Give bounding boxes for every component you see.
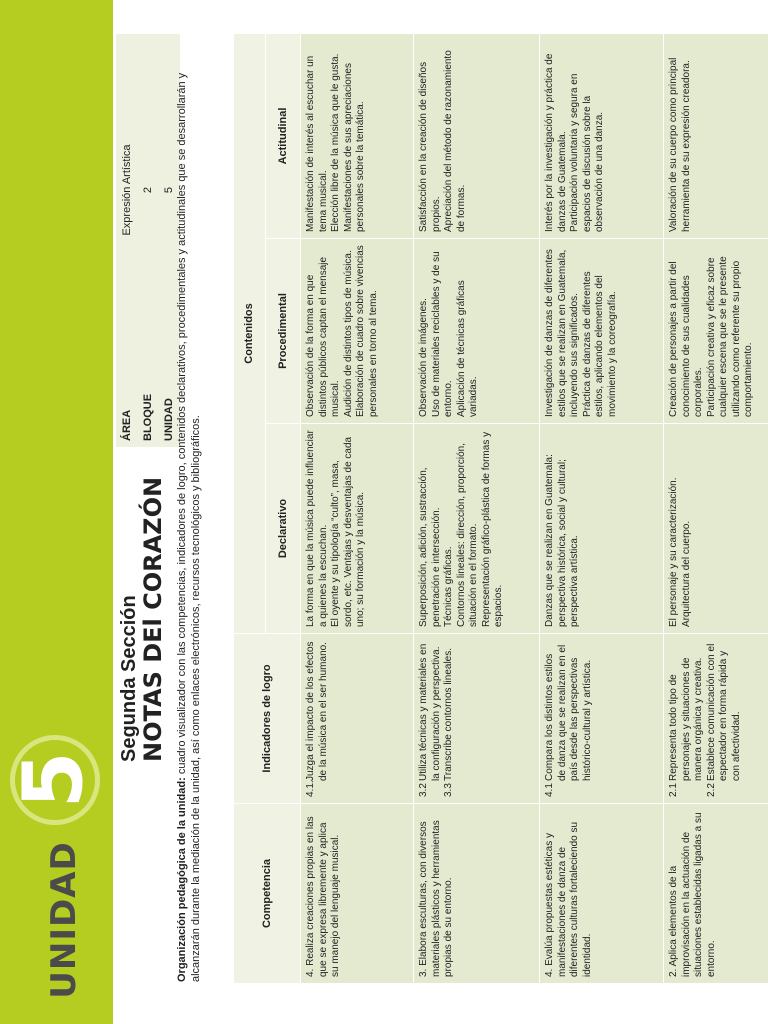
indicator-number: 2.2 bbox=[705, 783, 717, 797]
intro-text: cuadro visualizador con las competencias, indicadores de logro, contenidos declarativos, procedimentales y actitudinales que se desarrollarán y alcanzarán durante la mediación de la unidad, así como enlaces electrónicos, recursos tecnológicos y bibliográficos. bbox=[176, 72, 202, 982]
indicator-text: Compara los distintos estilos de danza que se realizan en el país desde las perspectivas histórico-cultural y artística. bbox=[544, 644, 593, 781]
section-title: NOTAS DEl CORAZÓN bbox=[139, 476, 167, 762]
indicator-item bbox=[443, 640, 456, 797]
competencia-cell: 4. Realiza creaciones propias en las que se expresa libremente y aplica su manejo del lenguaje musical. bbox=[301, 804, 414, 984]
actitudinal-cell: Interés por la investigación y práctica de danzas de Guatemala. Participación voluntaria y segura en espacios de discusión sobre la observación de una danza. bbox=[540, 33, 664, 238]
indicadores-cell bbox=[301, 634, 414, 804]
procedimental-cell: Investigación de danzas de diferentes estilos que se realizan en Guatemala, incluyendo sus significados. Práctica de danzas de diferentes estilos, aplicando elementos del movimiento y la coreografía. bbox=[540, 239, 664, 424]
procedimental-cell: Observación de la forma en que distintos públicos captan el mensaje musical. Audición de distintos tipos de música. Elaboración de cuadro sobre vivencias personales en torno al tema. bbox=[301, 239, 414, 424]
indicator-number: 2.1 bbox=[668, 783, 679, 797]
table-body bbox=[301, 33, 768, 983]
procedimental-cell: Creación de personajes a partir del conocimiento de sus cualidades corporales. Participación creativa y eficaz sobre cualquier escena que se le presente utilizando como referente su propio comportamiento. bbox=[664, 239, 768, 424]
indicator-number: 3.3 bbox=[443, 783, 454, 797]
area-row bbox=[116, 34, 137, 447]
indicator-text: Transcribe contornos lineales. bbox=[443, 647, 454, 781]
indicator-item bbox=[668, 640, 706, 797]
declarativo-cell: Superposición, adición, sustracción, penetración e intersección. Técnicas gráficas. Contornos lineales: dirección, proporción, situación en el formato. Representación gráfico-plástica de formas y espacios. bbox=[414, 424, 540, 634]
header-declarativo: Declarativo bbox=[266, 424, 301, 634]
table-row bbox=[540, 33, 664, 983]
indicadores-cell bbox=[540, 634, 664, 804]
indicator-number: 3.2 bbox=[418, 783, 429, 797]
indicator-text: Utiliza técnicas y materiales en la configuración y perspectiva. bbox=[418, 643, 442, 781]
table-row bbox=[664, 33, 768, 983]
indicator-text: Establece comunicación con el espectador en forma rápida y con afectividad. bbox=[705, 643, 742, 781]
rotated-page-content bbox=[113, 24, 768, 1024]
area-key: ÁREA bbox=[120, 409, 133, 441]
indicator-item bbox=[305, 640, 330, 797]
indicator-item bbox=[418, 640, 443, 797]
block-row bbox=[137, 34, 158, 447]
unit-number: 5 bbox=[7, 751, 102, 809]
header-actitudinal: Actitudinal bbox=[266, 33, 301, 238]
intro-paragraph bbox=[176, 32, 203, 982]
header-competencia: Competencia bbox=[234, 804, 301, 984]
indicator-item bbox=[544, 640, 594, 797]
indicator-number: 4.1 bbox=[544, 783, 555, 797]
unit-number-badge bbox=[7, 735, 102, 825]
unit-value: 5 bbox=[162, 186, 175, 194]
competencia-cell: 2. Aplica elementos de la improvisación en la actuación de situaciones establecidas ligadas a su entorno. bbox=[664, 804, 768, 984]
declarativo-cell: El personaje y su caracterización. Arquitectura del cuerpo. bbox=[664, 424, 768, 634]
header-indicadores: Indicadores de logro bbox=[234, 634, 301, 804]
indicadores-cell bbox=[414, 634, 540, 804]
unit-word: UNIDAD bbox=[44, 841, 84, 999]
actitudinal-cell: Satisfacción en la creación de diseños propios. Apreciación del método de razonamiento de formas. bbox=[414, 33, 540, 238]
intro-label: Organización pedagógica de la unidad: bbox=[176, 777, 188, 982]
block-value: 2 bbox=[141, 186, 154, 194]
header-procedimental: Procedimental bbox=[266, 239, 301, 424]
unit-key: UNIDAD bbox=[162, 398, 175, 441]
organization-table bbox=[233, 33, 768, 984]
competencia-cell: 3. Elabora esculturas, con diversos materiales plásticos y herramientas propias de su entorno. bbox=[414, 804, 540, 984]
indicator-text: Juzga el impacto de los efectos de la música en el ser humano. bbox=[305, 641, 329, 781]
actitudinal-cell: Manifestación de interés al escuchar un tema musical. Elección libre de la música que le gusta. Manifestaciones de sus apreciaciones personales sobre la temática. bbox=[301, 33, 414, 238]
section-label: Segunda Sección bbox=[118, 595, 140, 762]
indicator-text: Representa todo tipo de personajes y situaciones de manera orgánica y creativa. bbox=[668, 657, 704, 781]
indicator-item bbox=[706, 640, 744, 797]
indicadores-cell bbox=[664, 634, 768, 804]
unit-sidebar bbox=[0, 0, 113, 1024]
header-contenidos: Contenidos bbox=[234, 33, 266, 633]
declarativo-cell: La forma en que la música puede influenciar a quienes la escuchan. El oyente y su tipología “culto”, masa, sordo, etc. Ventajas y desventajas de cada uno; su formación y la música. bbox=[301, 424, 414, 634]
area-info-box bbox=[116, 34, 180, 447]
competencia-cell: 4. Evalúa propuestas estéticas y manifestaciones de danza de diferentes culturas fortaleciendo su identidad. bbox=[540, 804, 664, 984]
indicator-number: 4.1. bbox=[305, 780, 316, 797]
table-row bbox=[414, 33, 540, 983]
block-key: BLOQUE bbox=[141, 393, 154, 441]
declarativo-cell: Danzas que se realizan en Guatemala: perspectiva histórica, social y cultural; perspectiva artística. bbox=[540, 424, 664, 634]
actitudinal-cell: Valoración de su cuerpo como principal herramienta de su expresión creadora. bbox=[664, 33, 768, 238]
area-value: Expresión Artística bbox=[120, 144, 133, 236]
procedimental-cell: Observación de imágenes. Uso de materiales reciclables y de su entorno. Aplicación de técnicas gráficas variadas. bbox=[414, 239, 540, 424]
table-row bbox=[301, 33, 414, 983]
